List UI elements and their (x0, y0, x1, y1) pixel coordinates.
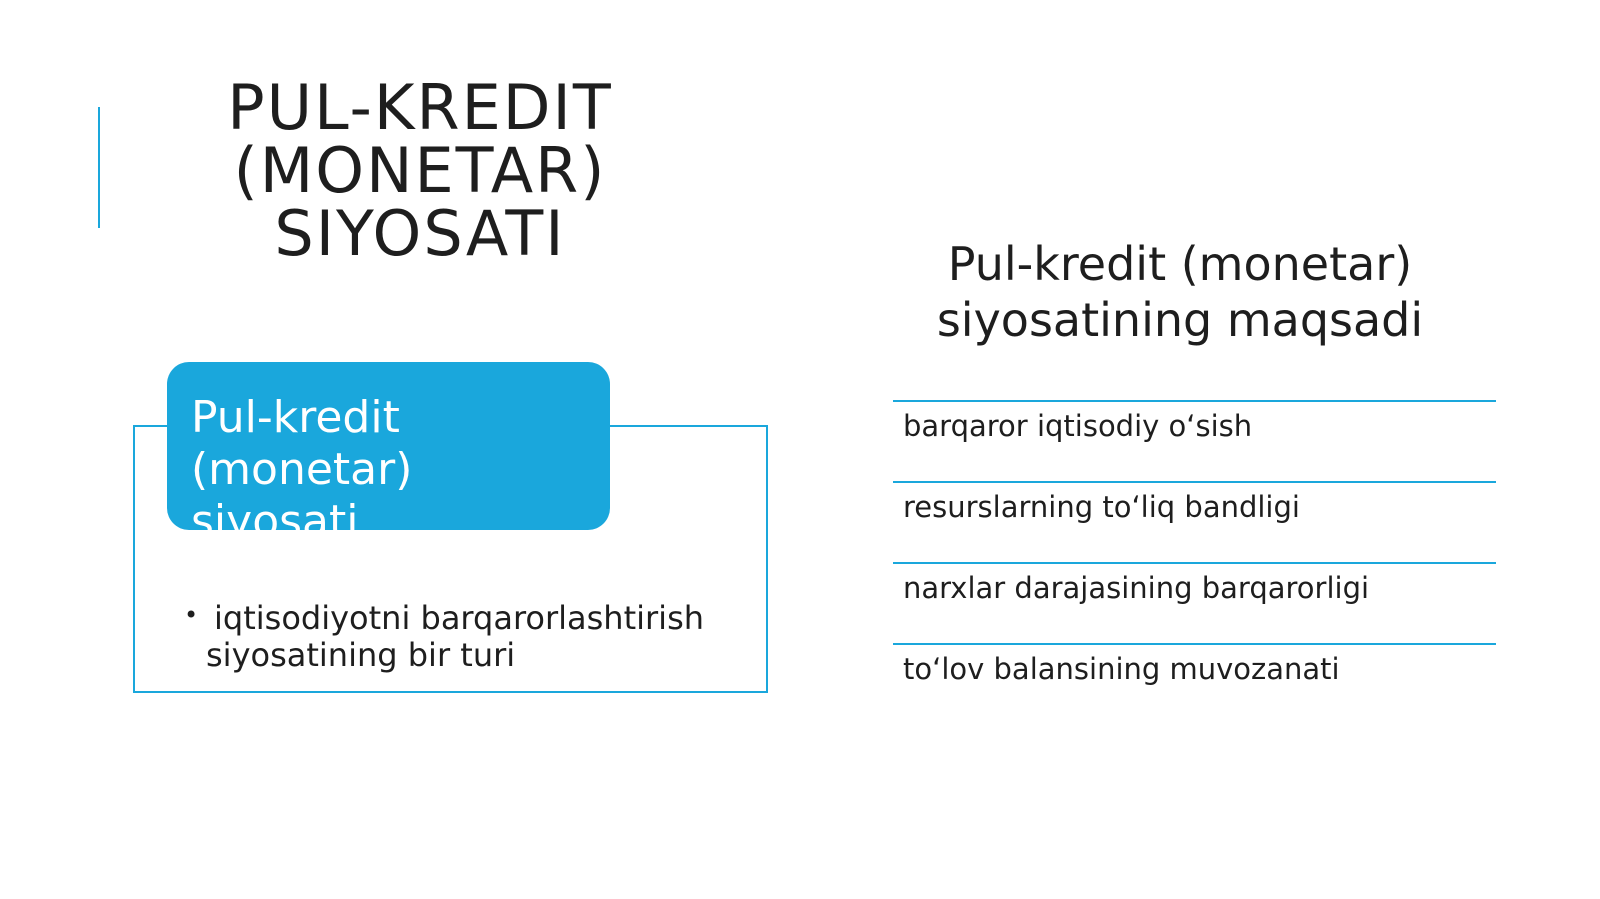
title-accent-bar (98, 107, 100, 228)
definition-card-header (167, 362, 610, 547)
definition-bullet (184, 600, 744, 674)
definition-bullet-line-2: siyosatining bir turi (206, 636, 516, 674)
goal-item (893, 481, 1496, 562)
slide-title: PUL-KREDIT (MONETAR) SIYOSATI (227, 71, 613, 270)
definition-bullet-line-1: iqtisodiyotni barqarorlashtirish (214, 599, 705, 637)
goals-heading: Pul-kredit (monetar) siyosatining maqsadi (936, 237, 1424, 347)
definition-card-header-text: Pul-kredit (monetar) siyosati (191, 392, 413, 547)
definition-bullet-text (184, 600, 744, 674)
goal-item-label: to‘lov balansining muvozanati (903, 652, 1340, 686)
goal-item-label: barqaror iqtisodiy o‘sish (903, 409, 1253, 443)
goal-item (893, 400, 1496, 481)
bullet-dot-icon: • (184, 601, 199, 629)
goal-item (893, 562, 1496, 643)
goal-item (893, 643, 1496, 724)
goal-item-label: resurslarning to‘liq bandligi (903, 490, 1300, 524)
goal-item-label: narxlar darajasining barqarorligi (903, 571, 1370, 605)
goals-list (893, 400, 1496, 724)
